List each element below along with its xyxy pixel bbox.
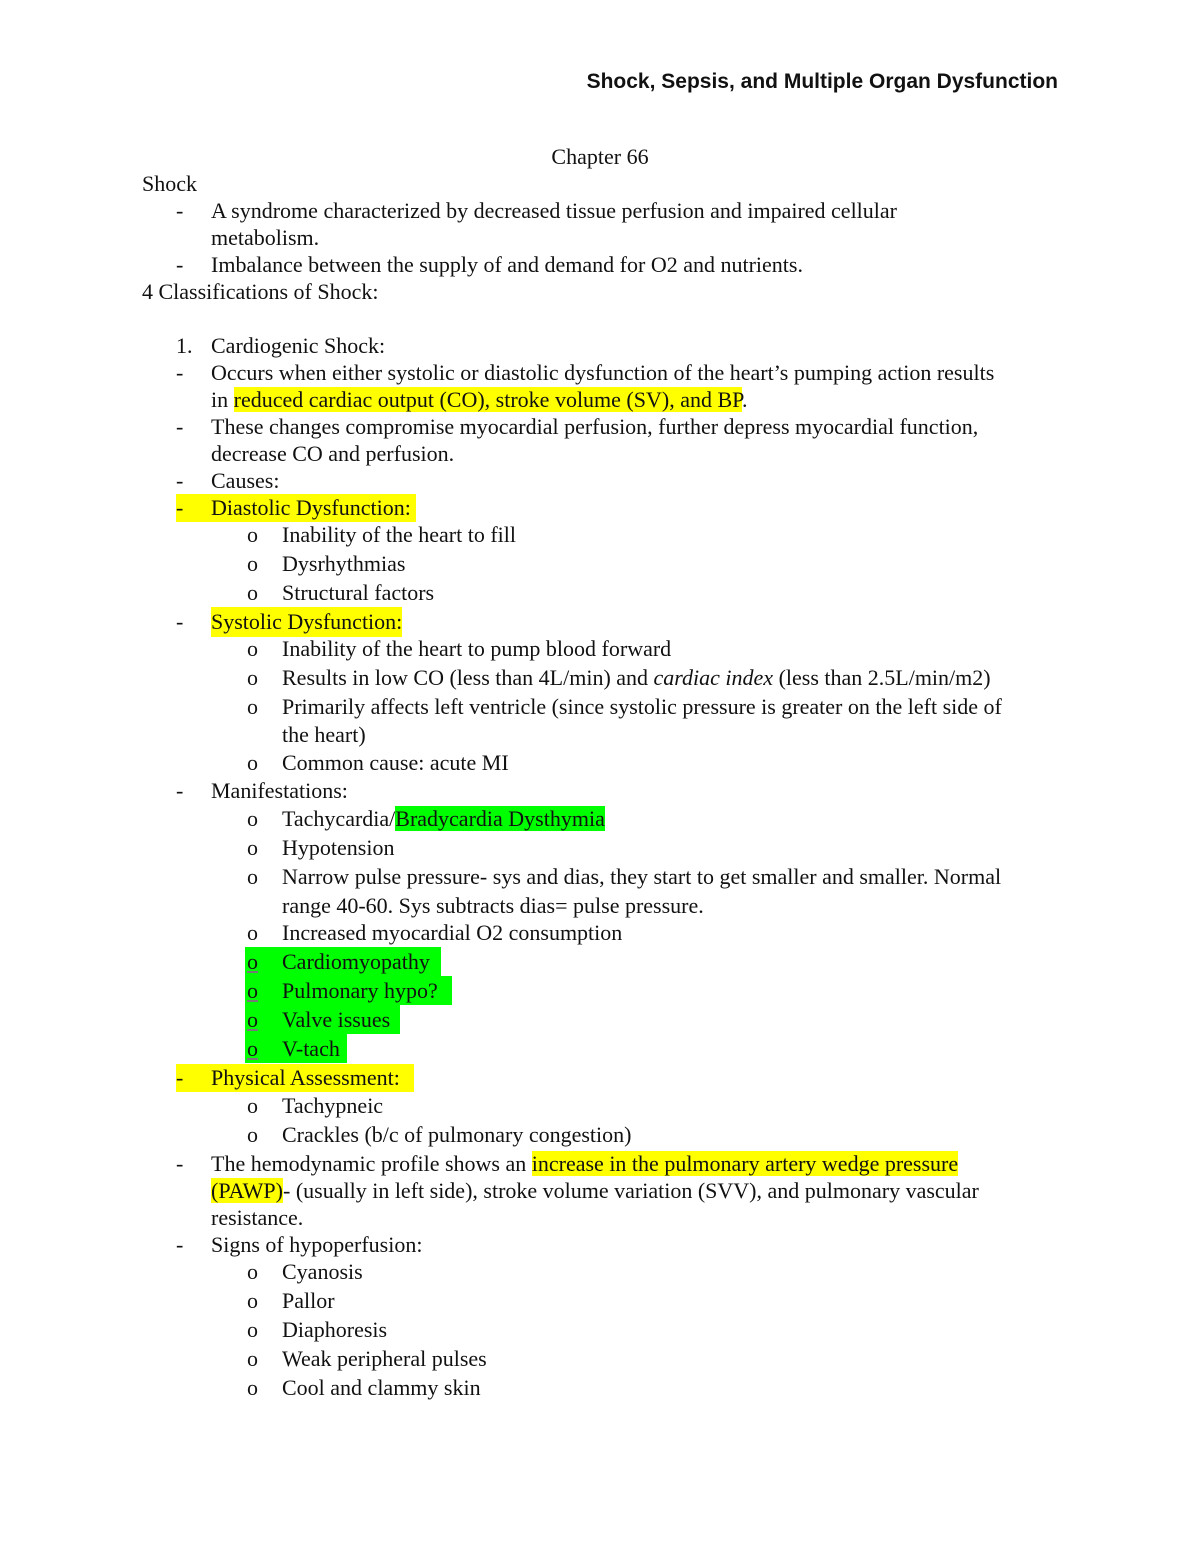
circle-bullet: o [247, 835, 258, 860]
circle-bullet: o [247, 1122, 258, 1147]
circle-bullet: o [247, 665, 258, 690]
circle-bullet: o [247, 636, 258, 661]
number-marker: 1. [176, 333, 193, 358]
highlight-yellow: reduced cardiac output (CO), stroke volume (SV), and BP [233, 387, 742, 412]
circle-bullet: o [247, 806, 258, 831]
circle-bullet: o [247, 978, 258, 1003]
highlight-yellow: (PAWP) [211, 1178, 283, 1203]
italic-term: cardiac index [653, 665, 774, 690]
dash-bullet: - [176, 414, 184, 439]
circle-bullet: o [247, 694, 258, 719]
dash-bullet: - [176, 360, 184, 385]
circle-bullet: o [247, 750, 258, 775]
dash-bullet: - [176, 198, 184, 223]
circle-bullet: o [247, 920, 258, 945]
circle-bullet: o [247, 1007, 258, 1032]
circle-bullet: o [247, 1259, 258, 1284]
section-heading-shock: Shock [142, 171, 197, 196]
dash-bullet: - [176, 1232, 184, 1257]
circle-bullet: o [247, 580, 258, 605]
circle-bullet: o [247, 1375, 258, 1400]
circle-bullet: o [247, 1346, 258, 1371]
dash-bullet: - [176, 495, 184, 520]
highlight-green: Bradycardia Dysthymia [395, 806, 605, 831]
dash-bullet: - [176, 468, 184, 493]
circle-bullet: o [247, 1036, 258, 1061]
dash-bullet: - [176, 1151, 184, 1176]
chapter-title: Chapter 66 [551, 144, 649, 169]
dash-bullet: - [176, 609, 184, 634]
dash-bullet: - [176, 252, 184, 277]
highlight-yellow: Systolic Dysfunction: [211, 607, 402, 637]
circle-bullet: o [247, 864, 258, 889]
dash-bullet: - [176, 1065, 184, 1090]
dash-bullet: - [176, 778, 184, 803]
circle-bullet: o [247, 551, 258, 576]
circle-bullet: o [247, 949, 258, 974]
circle-bullet: o [247, 1093, 258, 1118]
document-header-title: Shock, Sepsis, and Multiple Organ Dysfunction [586, 70, 1058, 93]
circle-bullet: o [247, 522, 258, 547]
circle-bullet: o [247, 1317, 258, 1342]
classifications-heading: 4 Classifications of Shock: [142, 279, 379, 304]
circle-bullet: o [247, 1288, 258, 1313]
highlight-yellow: increase in the pulmonary artery wedge pressure [531, 1151, 959, 1176]
